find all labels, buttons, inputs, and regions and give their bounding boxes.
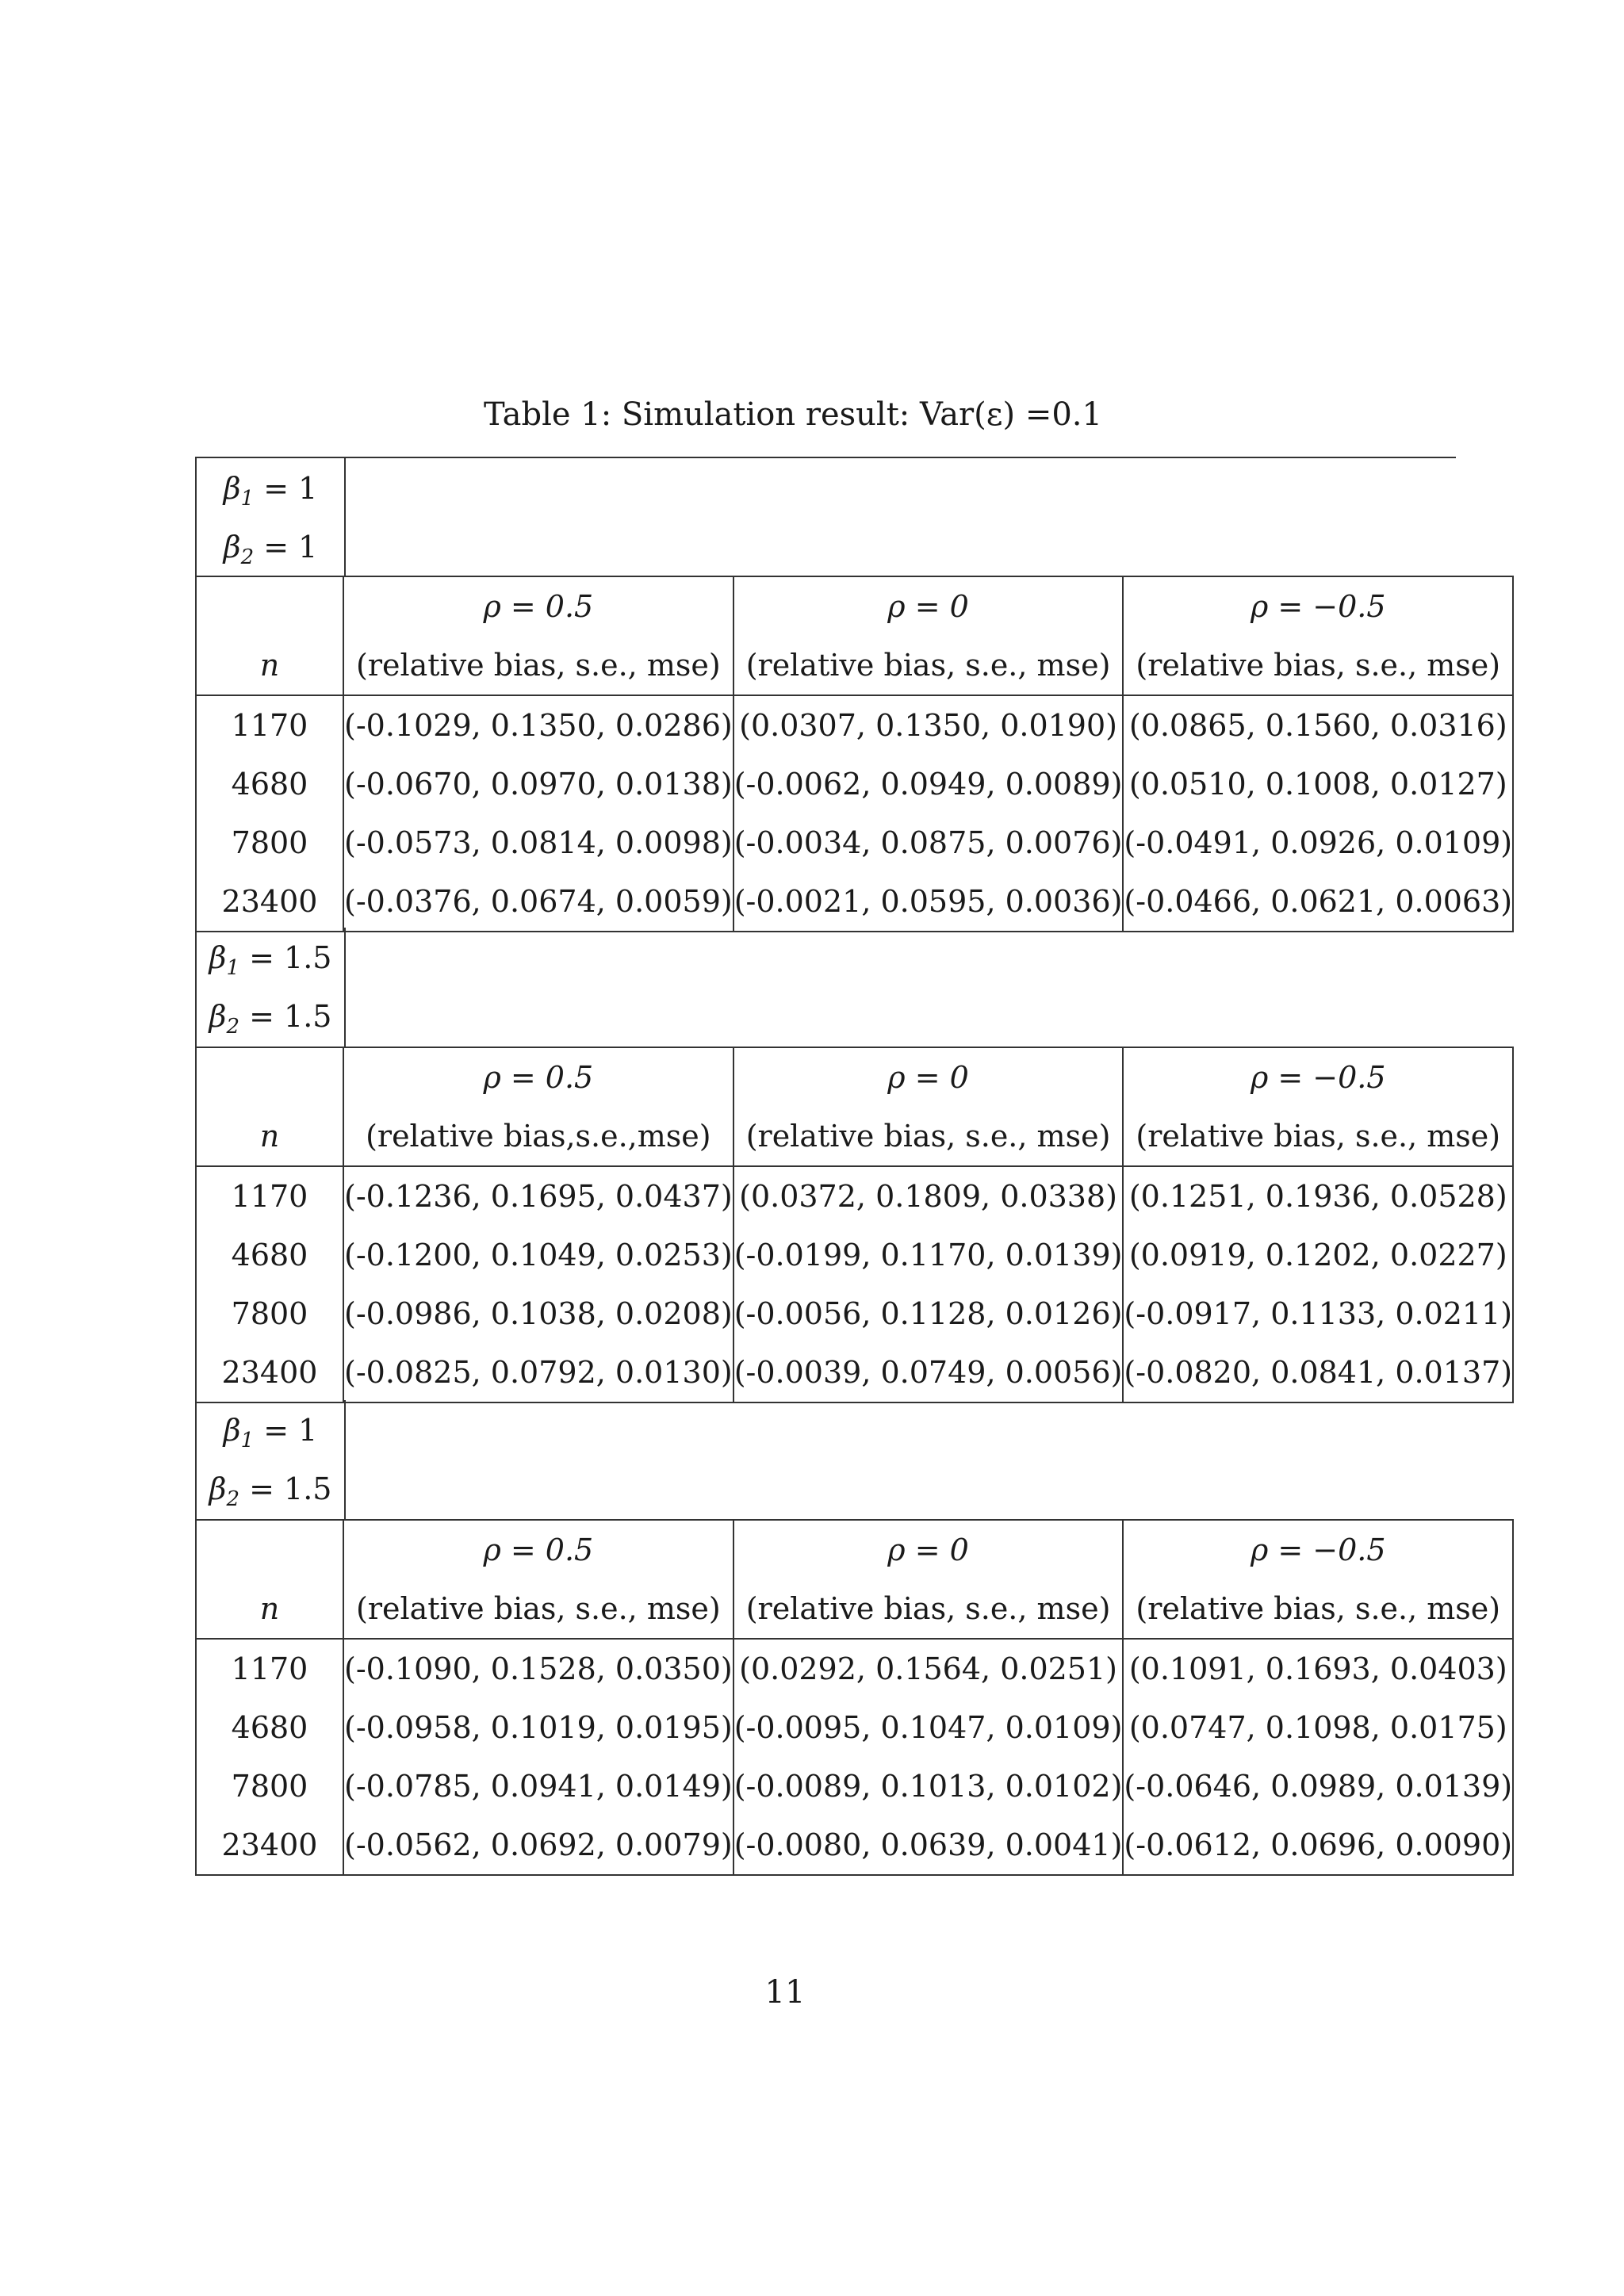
beta-label-cell	[195, 1400, 346, 1519]
rho-header: ρ = 0	[733, 576, 1124, 636]
table-cell: (0.0307, 0.1350, 0.0190)	[733, 695, 1124, 755]
table-cell: (0.1251, 0.1936, 0.0528)	[1123, 1166, 1513, 1226]
table-row	[196, 1816, 1513, 1875]
table-cell: (0.0510, 0.1008, 0.0127)	[1123, 755, 1513, 813]
table-cell: (-0.0917, 0.1133, 0.0211)	[1123, 1284, 1513, 1343]
n-header: n	[196, 1107, 343, 1166]
table-cell: (-0.0986, 0.1038, 0.0208)	[343, 1284, 733, 1343]
results-table	[195, 576, 1514, 932]
header-empty-cell	[196, 576, 343, 636]
header-empty-cell	[196, 1520, 343, 1579]
table-cell: (-0.0466, 0.0621, 0.0063)	[1123, 872, 1513, 932]
metric-header: (relative bias, s.e., mse)	[343, 1579, 733, 1639]
rho-header: ρ = 0.5	[343, 1520, 733, 1579]
beta1-label: $\beta_1 = 1$	[223, 471, 318, 511]
table-cell: (0.0747, 0.1098, 0.0175)	[1123, 1698, 1513, 1757]
results-table	[195, 1047, 1514, 1403]
n-value: 7800	[196, 1284, 343, 1343]
beta2-label: $\beta_2 = 1$	[223, 530, 318, 569]
n-value: 1170	[196, 1639, 343, 1698]
beta2-label: $\beta_2 = 1.5$	[209, 1471, 332, 1511]
table-row	[196, 1284, 1513, 1343]
table-block-2	[195, 928, 1514, 1403]
table-cell: (-0.0785, 0.0941, 0.0149)	[343, 1757, 733, 1816]
table-block-1	[195, 457, 1514, 932]
table-cell: (-0.0562, 0.0692, 0.0079)	[343, 1816, 733, 1875]
table-cell: (-0.0080, 0.0639, 0.0041)	[733, 1816, 1124, 1875]
n-value: 1170	[196, 695, 343, 755]
metric-header: (relative bias, s.e., mse)	[733, 636, 1124, 695]
table-cell: (-0.0039, 0.0749, 0.0056)	[733, 1343, 1124, 1402]
n-value: 23400	[196, 1816, 343, 1875]
table-cell: (-0.0670, 0.0970, 0.0138)	[343, 755, 733, 813]
table-row	[196, 1166, 1513, 1226]
table-cell: (0.0865, 0.1560, 0.0316)	[1123, 695, 1513, 755]
table-caption: Table 1: Simulation result: Var(ε) =0.1	[484, 396, 1102, 433]
n-header: n	[196, 1579, 343, 1639]
rho-header: ρ = 0	[733, 1520, 1124, 1579]
metric-header: (relative bias, s.e., mse)	[733, 1107, 1124, 1166]
n-value: 23400	[196, 872, 343, 932]
n-value: 7800	[196, 813, 343, 872]
table-cell: (-0.0958, 0.1019, 0.0195)	[343, 1698, 733, 1757]
table-row	[196, 755, 1513, 813]
table-row	[196, 813, 1513, 872]
table-row	[196, 1226, 1513, 1284]
metric-header: (relative bias, s.e., mse)	[733, 1579, 1124, 1639]
rho-header: ρ = 0	[733, 1047, 1124, 1107]
table-row	[196, 1639, 1513, 1698]
rho-header-row	[196, 1520, 1513, 1579]
header-empty-cell	[196, 1047, 343, 1107]
table-cell: (-0.1200, 0.1049, 0.0253)	[343, 1226, 733, 1284]
table-cell: (-0.0573, 0.0814, 0.0098)	[343, 813, 733, 872]
table-cell: (0.1091, 0.1693, 0.0403)	[1123, 1639, 1513, 1698]
metric-header: (relative bias, s.e., mse)	[343, 636, 733, 695]
subheader-row	[196, 1579, 1513, 1639]
metric-header: (relative bias, s.e., mse)	[1123, 636, 1513, 695]
table-block-3	[195, 1400, 1514, 1876]
rho-header-row	[196, 576, 1513, 636]
rho-header: ρ = −0.5	[1123, 1520, 1513, 1579]
table-cell: (0.0919, 0.1202, 0.0227)	[1123, 1226, 1513, 1284]
table-cell: (-0.0021, 0.0595, 0.0036)	[733, 872, 1124, 932]
table-cell: (-0.0825, 0.0792, 0.0130)	[343, 1343, 733, 1402]
n-value: 1170	[196, 1166, 343, 1226]
subheader-row	[196, 636, 1513, 695]
beta2-label: $\beta_2 = 1.5$	[209, 999, 332, 1039]
table-row	[196, 1757, 1513, 1816]
n-value: 7800	[196, 1757, 343, 1816]
n-value: 4680	[196, 755, 343, 813]
beta1-label: $\beta_1 = 1.5$	[209, 940, 332, 980]
beta-label-cell	[195, 457, 346, 576]
table-cell: (-0.0089, 0.1013, 0.0102)	[733, 1757, 1124, 1816]
table-cell: (-0.1029, 0.1350, 0.0286)	[343, 695, 733, 755]
rho-header: ρ = −0.5	[1123, 576, 1513, 636]
table-cell: (-0.0820, 0.0841, 0.0137)	[1123, 1343, 1513, 1402]
beta-label-cell	[195, 928, 346, 1047]
rho-header: ρ = 0.5	[343, 576, 733, 636]
table-cell: (-0.0612, 0.0696, 0.0090)	[1123, 1816, 1513, 1875]
n-value: 23400	[196, 1343, 343, 1402]
table-cell: (-0.0034, 0.0875, 0.0076)	[733, 813, 1124, 872]
rho-header-row	[196, 1047, 1513, 1107]
results-table	[195, 1519, 1514, 1876]
table-cell: (-0.1090, 0.1528, 0.0350)	[343, 1639, 733, 1698]
subheader-row	[196, 1107, 1513, 1166]
n-value: 4680	[196, 1698, 343, 1757]
table-cell: (-0.0646, 0.0989, 0.0139)	[1123, 1757, 1513, 1816]
metric-header: (relative bias, s.e., mse)	[1123, 1579, 1513, 1639]
table-cell: (-0.0062, 0.0949, 0.0089)	[733, 755, 1124, 813]
table-cell: (-0.0199, 0.1170, 0.0139)	[733, 1226, 1124, 1284]
table-cell: (0.0372, 0.1809, 0.0338)	[733, 1166, 1124, 1226]
n-header: n	[196, 636, 343, 695]
table-cell: (0.0292, 0.1564, 0.0251)	[733, 1639, 1124, 1698]
rho-header: ρ = 0.5	[343, 1047, 733, 1107]
page-number: 11	[764, 1974, 806, 2011]
n-value: 4680	[196, 1226, 343, 1284]
table-cell: (-0.0095, 0.1047, 0.0109)	[733, 1698, 1124, 1757]
metric-header: (relative bias,s.e.,mse)	[343, 1107, 733, 1166]
beta1-label: $\beta_1 = 1$	[223, 1413, 318, 1452]
table-row	[196, 695, 1513, 755]
rho-header: ρ = −0.5	[1123, 1047, 1513, 1107]
table-row	[196, 872, 1513, 932]
table-cell: (-0.0491, 0.0926, 0.0109)	[1123, 813, 1513, 872]
table-row	[196, 1698, 1513, 1757]
table-cell: (-0.1236, 0.1695, 0.0437)	[343, 1166, 733, 1226]
table-cell: (-0.0056, 0.1128, 0.0126)	[733, 1284, 1124, 1343]
table-row	[196, 1343, 1513, 1402]
metric-header: (relative bias, s.e., mse)	[1123, 1107, 1513, 1166]
table-cell: (-0.0376, 0.0674, 0.0059)	[343, 872, 733, 932]
